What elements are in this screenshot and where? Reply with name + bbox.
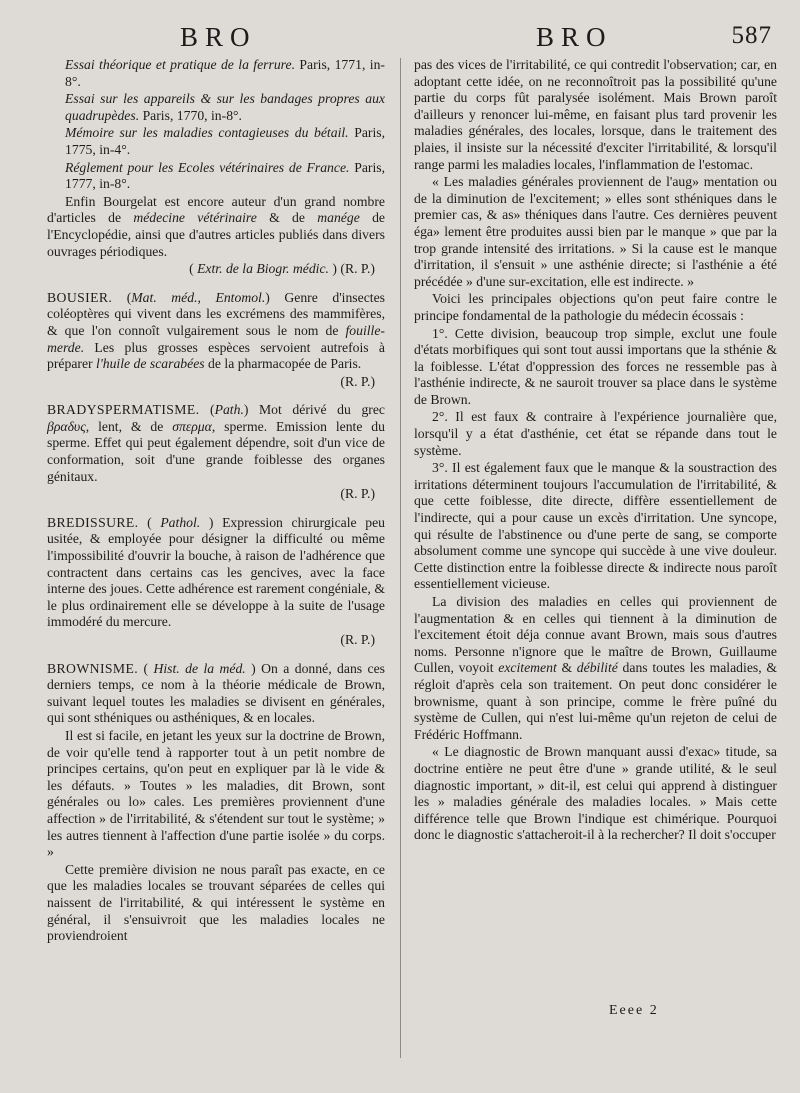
running-head-center: BRO (536, 22, 613, 52)
objection-3: 3°. Il est également faux que le manque & la soustraction des irritations déterminent toujours l'accumulation de l'irritabilité, & que cette foiblesse, dite directe, diffère essentiellement de l'indirecte, qui a pour cause un excès d'irritation. Une syncope, qui résulte de l'abstinence ou d'une perte de sang, se comporte absolument comme une syncope qui succède à une vive douleur. Cette distinction entre la foiblesse directe & indirecte nous paroît essentiellement vicieuse. (414, 460, 777, 592)
paragraph-division: La division des maladies en celles qui proviennent de l'augmentation & en celles qui tiennent à la diminution de l'excitement étoit déja connue avant Brown, mais sous d'autres noms. Personne n'ignore que le maître de Brown, Guillaume Cullen, voyoit excitement & débilité dans toutes les maladies, & régloit d'après cela son traitement. On peut donc considérer le brownisme, quant à son principe, comme le frère puîné du système de Cullen, qui n'est lui-même qu'un rejeton de celui de Frédéric Hoffmann. (414, 594, 777, 742)
running-head-left: BRO (180, 22, 257, 52)
paragraph: pas des vices de l'irritabilité, ce qui contredit l'observation; car, en adoptant cette idée, on ne reconnoîtroit pas la possibilité qu'une partie du corps fût paralysée isolément. Mais Brown paroît d'ailleurs y renoncer lui-même, en faisant plus tard provenir les maladies générales, des locales, lorsque, dans le traitement des plaies, il insiste sur la nécessité d'exciter l'irritabilité, & lorsqu'il range parmi les maladies locales, l'inflammation de l'estomac. (414, 57, 777, 172)
entry-brownisme: BROWNISME. ( Hist. de la méd. ) On a donné, dans ces derniers temps, ce nom à la théorie médicale de Brown, suivant lequel toutes les maladies se divisent en générales, qui sont sthéniques ou asthéniques, & en locales. (47, 660, 386, 726)
entry-bradyspermatisme: BRADYSPERMATISME. (Path.) Mot dérivé du grec βραδυς, lent, & de σπερμα, sperme. Emission lente du sperme. Effet qui peut également dépendre, soit d'un vice de conformation, soit d'une grande foiblesse des organes génitaux. (47, 402, 385, 484)
page-number: 587 (731, 22, 772, 49)
bibliography-item: Mémoire sur les maladies contagieuses du bétail. Paris, 1775, in-4°. (65, 125, 386, 157)
entry-bousier: BOUSIER. (Mat. méd., Entomol.) Genre d'insectes coléoptères qui vivent dans les excrémens des mammifères, & que l'on connoît vulgairement sous le nom de fouille-merde. Les plus grosses espèces servoient autrefois à préparer l'huile de scarabées de la pharmacopée de Paris. (47, 289, 385, 372)
running-head (0, 22, 800, 56)
source-reference: (R. P.) (340, 373, 375, 389)
quotation: « Les maladies générales proviennent de l'aug» mentation ou de la diminution de l'excitement; » elles sont sthéniques dans le premier cas, & as» théniques dans l'autre. Ces dernières peuvent éga» lement être produites aussi bien par le manque » que par la trop grande intensité des irritations. » Si la cause est le manque d'irritation, il s'ensuit » une asthénie directe; si l'asthénie a été précédée » d'une sur-excitation, elle est indirecte. » (414, 174, 777, 289)
objection-1: 1°. Cette division, beaucoup trop simple, exclut une foule d'états morbifiques qui sont tout aussi importans que la sthénie & la foiblesse. L'état d'oppression des forces ne ressemble pas à l'asthénie indirecte, & ne sauroit trouver sa place dans le système de Brown. (414, 325, 777, 407)
paragraph: Il est si facile, en jetant les yeux sur la doctrine de Brown, de voir qu'elle tend à rapporter tout à un petit nombre de principes certains, qu'on peut en expliquer par là le vide & les défauts. » Toutes » les maladies, dit Brown, sont générales ou lo» cales. Les premières proviennent d'une affection » de l'irritabilité, & s'étendent sur tout le système; » les autres tiennent à l'affection d'une partie isolée » du corps. » (47, 727, 385, 860)
signature-mark: Eeee 2 (609, 1003, 659, 1018)
source-reference: (R. P.) (340, 632, 375, 647)
headword: BROWNISME. (47, 660, 139, 676)
quotation: « Le diagnostic de Brown manquant aussi d'exac» titude, sa doctrine entière ne peut être d'une » grande utilité, & le seul diagnostic important, » dit-il, est celui qui apprend à distinguer les » maladies générale des maladies locales. » Mais cette différence telle que Brown l'indique est chimérique. Pourquoi donc le diagnostic s'attacheroit-il à la rechercher? Il doit s'occuper (414, 744, 777, 843)
left-column (47, 57, 385, 946)
entry-bredissure: BREDISSURE. ( Pathol. ) Expression chirurgicale peu usitée, & employée pour désigner la difficulté ou même l'impossibilité d'ouvrir la bouche, à raison de l'adhérence que contractent dans certains cas les gencives, avec la face interne des joues. Cette adhérence est rarement congéniale, & le plus ordinairement elle se développe à la suite de l'usage immodéré du mercure. (47, 514, 386, 630)
source-reference: (R. P.) (340, 486, 375, 502)
right-column (414, 57, 777, 845)
paragraph: Cette première division ne nous paraît pas exacte, en ce que les maladies locales se trouvant séparées de celles qui naissent de l'irritabilité, & qui intéressent le système en général, il s'ensuivroit que les maladies locales ne proviendroient (47, 861, 385, 944)
bibliography-item: Réglement pour les Ecoles vétérinaires de France. Paris, 1777, in-8°. (65, 159, 386, 192)
headword: BRADYSPERMATISME. (47, 402, 200, 418)
source-reference: ( Extr. de la Biogr. médic. ) (R. P.) (189, 261, 375, 277)
column-divider (400, 58, 401, 1058)
objection-2: 2°. Il est faux & contraire à l'expérience journalière que, lorsqu'il y a état d'asthénie, cet état se répande dans tout le système. (414, 409, 777, 458)
headword: BREDISSURE. (47, 514, 139, 530)
paragraph-enfin: Enfin Bourgelat est encore auteur d'un grand nombre d'articles de médecine vétérinaire & de manége de l'Encyclopédie, ainsi que d'autres articles publiés dans divers ouvrages périodiques. (47, 193, 385, 259)
bibliography-item: Essai sur les appareils & sur les bandages propres aux quadrupèdes. Paris, 1770, in-8°. (65, 91, 385, 123)
bibliography-item: Essai théorique et pratique de la ferrure. Paris, 1771, in-8°. (65, 57, 385, 89)
paragraph: Voici les principales objections qu'on peut faire contre le principe fondamental de la pathologie du médecin écossais : (414, 291, 777, 323)
headword: BOUSIER. (47, 289, 113, 305)
